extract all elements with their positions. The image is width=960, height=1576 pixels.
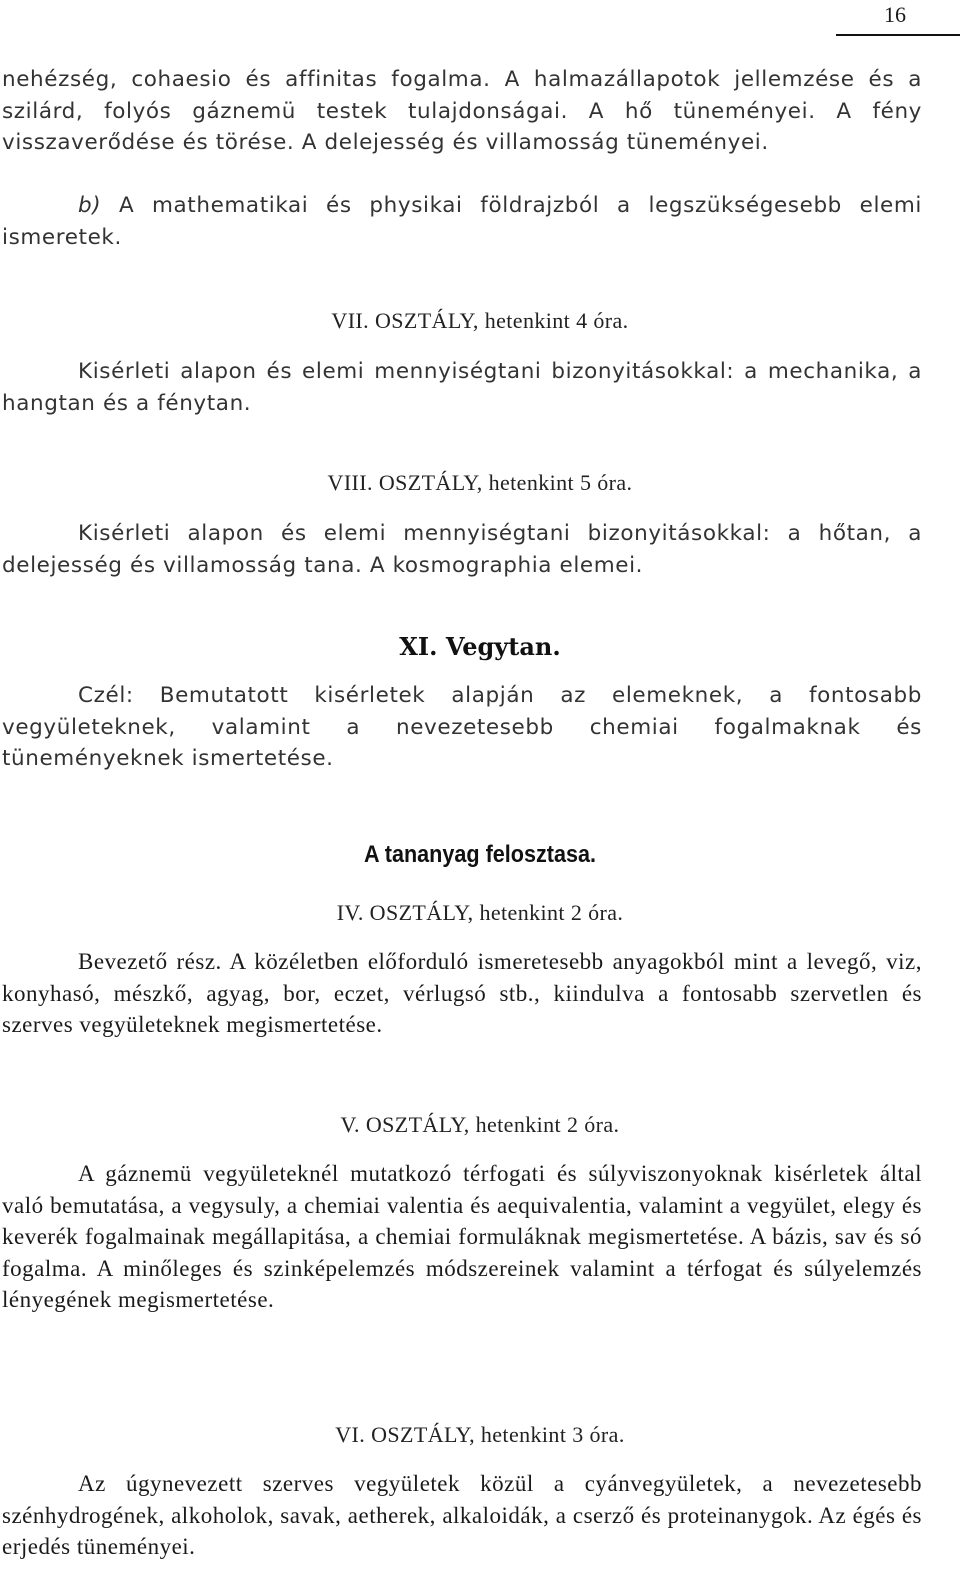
class-number: V. xyxy=(340,1112,360,1137)
item-label: b) xyxy=(78,193,102,218)
class-number: VI. xyxy=(335,1422,366,1447)
paragraph-geography xyxy=(2,190,922,253)
paragraph-physics-topics xyxy=(2,64,922,159)
class-hours: OSZTÁLY, hetenkint 4 óra. xyxy=(374,308,629,333)
header-rule xyxy=(836,34,960,36)
paragraph-text: Czél: Bemutatott kisérletek alapján az elemeknek, a fontosabb vegyületeknek, valamint a nevezetesebb chemiai fogalmaknak és tüneményeknek ismertetése. xyxy=(2,683,922,771)
page-number: 16 xyxy=(884,2,906,27)
class-number: VII. xyxy=(331,308,370,333)
paragraph-text: Kisérleti alapon és elemi mennyiségtani bizonyitásokkal: a mechanika, a hangtan és a fénytan. xyxy=(2,359,922,416)
class-heading-vii xyxy=(0,306,960,336)
paragraph-iv-content xyxy=(2,946,922,1041)
class-hours: OSZTÁLY, hetenkint 2 óra. xyxy=(365,1112,620,1137)
paragraph-text: Az úgynevezett szerves vegyületek közül a cyánvegyületek, a nevezetesebb szénhydrogének, alkoholok, savak, aetherek, alkaloidák, a cserző és proteinanygok. Az égés és erjedés tüneményei. xyxy=(2,1471,922,1559)
class-heading-viii xyxy=(0,468,960,498)
paragraph-text: A mathematikai és physikai földrajzból a legszükségesebb elemi ismeretek. xyxy=(2,193,922,250)
paragraph-text: A gáznemü vegyületeknél mutatkozó térfogati és súlyviszonyoknak kisérletek által való bemutatása, a vegysuly, a chemiai valentia és aequivalentia, valamint a vegyület, elegy és keverék fogalmainak megállapitása, a chemiai formuláknak megismertetése. A bázis, sav és só fogalma. A minőleges és szinképelemzés módszereinek valamint a térfogat és súlyelemzés lényegének megismertetése. xyxy=(2,1161,922,1312)
class-number: IV. xyxy=(336,900,364,925)
section-title-vegytan: XI. Vegytan. xyxy=(399,632,561,661)
paragraph-vi-content xyxy=(2,1468,922,1563)
paragraph-text: Bevezető rész. A közéletben előforduló ismeretesebb anyagokból mint a levegő, viz, konyhasó, mészkő, agyag, bor, eczet, vérlugsó stb., kiindulva a fontosabb szervetlen és szerves vegyületeknek megismertetése. xyxy=(2,949,922,1037)
class-heading-iv xyxy=(0,898,960,928)
class-hours: OSZTÁLY, hetenkint 2 óra. xyxy=(369,900,624,925)
class-hours: OSZTÁLY, hetenkint 5 óra. xyxy=(378,470,633,495)
paragraph-v-content xyxy=(2,1158,922,1316)
paragraph-text: nehézség, cohaesio és affinitas fogalma. A halmazállapotok jellemzése és a szilárd, folyós gáznemü testek tulajdonságai. A hő tüneményei. A fény visszaverődése és törése. A delejesség és villamosság tüneményei. xyxy=(2,67,922,155)
paragraph-vii-content xyxy=(2,356,922,419)
paragraph-text: Kisérleti alapon és elemi mennyiségtani bizonyitásokkal: a hőtan, a delejesség és villamosság tana. A kosmographia elemei. xyxy=(2,521,922,578)
class-heading-v xyxy=(0,1110,960,1140)
paragraph-viii-content xyxy=(2,518,922,581)
subtitle-curriculum: A tananyag felosztasa. xyxy=(363,841,597,868)
class-heading-vi xyxy=(0,1420,960,1450)
class-hours: OSZTÁLY, hetenkint 3 óra. xyxy=(371,1422,625,1447)
class-number: VIII. xyxy=(327,470,373,495)
paragraph-goal xyxy=(2,680,922,775)
